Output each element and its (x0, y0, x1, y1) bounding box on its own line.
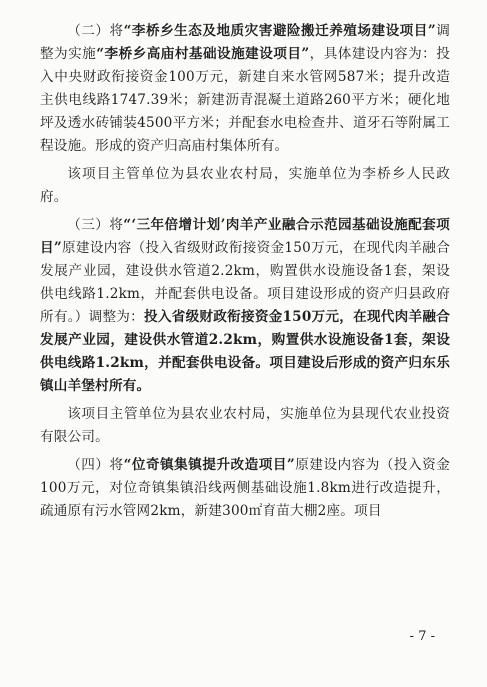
text-segment: （二）将 (67, 23, 124, 39)
text-segment: 该项目主管单位为县农业农村局，实施单位为县现代农业投资有限公司。 (40, 406, 450, 445)
adjusted-content-bold: 投入省级财政衔接资金150万元，在现代肉羊融合发展产业园，建设供水管道2.2km，购置供水设施设备1套，架设供电线路1.2km，并配套供电设备。项目建设后形成的资产归东乐镇山羊堡村所有。 (40, 309, 450, 394)
project-name-bold: “李桥乡高庙村基础设施建设项目” (96, 46, 310, 62)
document-body (40, 20, 450, 528)
paragraph-authority-2 (40, 163, 450, 209)
text-segment: 该项目主管单位为县农业农村局，实施单位为李桥乡人民政府。 (40, 166, 450, 205)
project-name-bold: “位奇镇集镇提升改造项目” (123, 457, 295, 473)
text-segment: （四）将 (67, 457, 124, 473)
text-segment: ，具体建设内容为：投入中央财政衔接资金100万元，新建自来水管网587米；提升改造主供电线路1747.39米；新建沥青混凝土道路260平方米；硬化地坪及透水砖铺装4500平方米；并配套水电检查井、道牙石等附属工程设施。形成的资产归高庙村集体所有。 (40, 46, 451, 154)
text-segment: 原建设内容（投入省级财政衔接资金150万元，在现代肉羊融合发展产业园，建设供水管道2.2km，购置供水设施设备1套，架设供电线路1.2km，并配套供电设备。项目建设形成的资产归县政府所有。）调整为： (40, 240, 450, 325)
paragraph-item-2 (40, 20, 450, 158)
page-number: - 7 - (409, 629, 435, 644)
text-segment: （三）将 (67, 217, 124, 233)
project-name-bold: “‘三年倍增计划’肉羊产业融合示范园基础设施配套项目” (40, 217, 450, 256)
paragraph-item-3 (40, 214, 450, 398)
text-segment: 调整为实施 (40, 23, 451, 62)
project-name-bold: “李桥乡生态及地质灾害避险搬迁养殖场建设项目” (123, 23, 436, 39)
text-segment: 原建设内容为（投入资金100万元，对位奇镇集镇沿线两侧基础设施1.8km进行改造提升，疏通原有污水管网2km，新建300㎡育苗大棚2座。项目 (40, 457, 450, 519)
paragraph-item-4 (40, 454, 450, 523)
paragraph-authority-3 (40, 403, 450, 449)
